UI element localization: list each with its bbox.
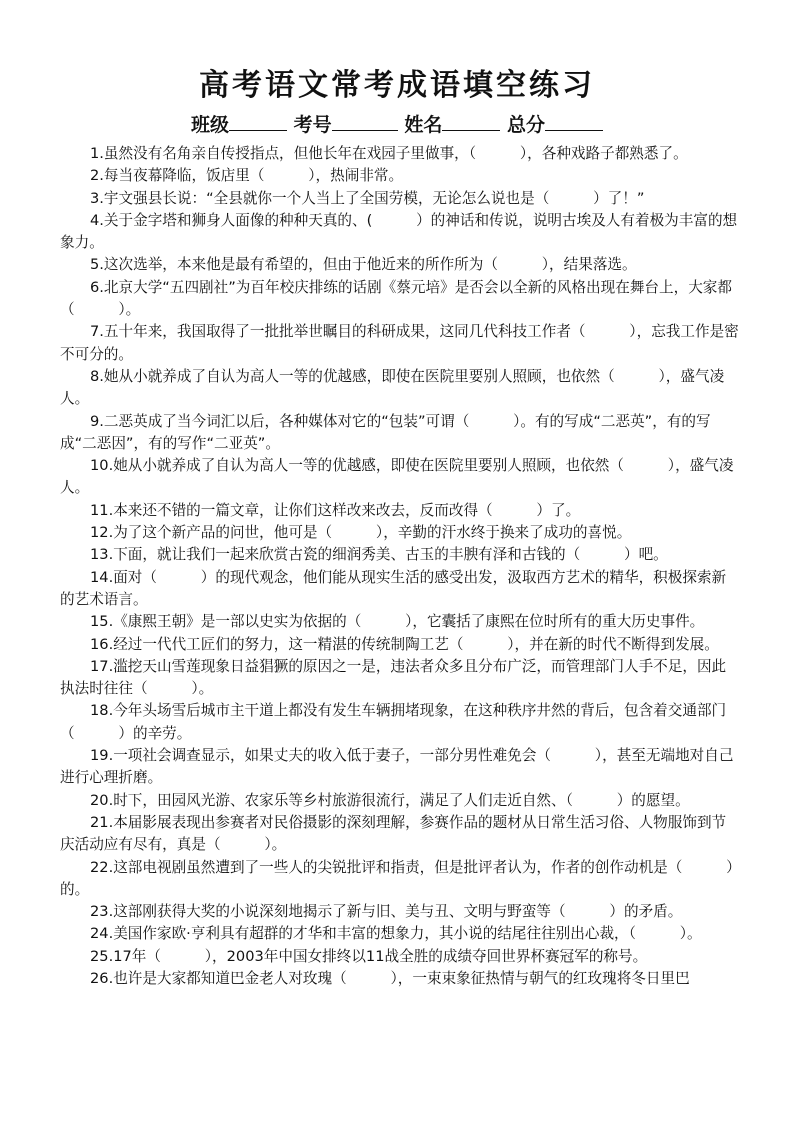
question-item: 4.关于金字塔和狮身人面像的种种天真的、( ）的神话和传说，说明古埃及人有着极为丰富的想象力。 — [60, 211, 738, 252]
name-blank[interactable] — [442, 112, 500, 131]
number-label: 考号 — [293, 114, 332, 136]
question-item: 8.她从小就养成了自认为高人一等的优越感，即使在医院里要别人照顾，也依然（ ），盛气凌人。 — [60, 367, 725, 408]
question-item: 19.一项社会调查显示，如果丈夫的收入低于妻子，一部分男性难免会（ ），甚至无端地对自己进行心理折磨。 — [60, 747, 734, 787]
question-item: 1.虽然没有名角亲自传授指点，但他长年在戏园子里做事，（ ），各种戏路子都熟悉了。 — [90, 145, 688, 162]
question-item: 25.17年（ ），2003年中国女排终以11战全胜的成绩夺回世界杯赛冠军的称号。 — [90, 947, 648, 965]
question-item: 2.每当夜幕降临，饭店里（ ），热闹非常。 — [90, 167, 404, 185]
question-item: 10.她从小就养成了自认为高人一等的优越感，即使在医院里要别人照顾，也依然（ ），盛气凌人。 — [60, 457, 734, 497]
question-item: 3.宇文强县长说：“全县就你一个人当上了全国劳模，无论怎么说也是（ ）了！” — [90, 189, 645, 207]
question-item: 6.北京大学“五四剧社”为百年校庆排练的话剧《蔡元培》是否会以全新的风格出现在舞台上，大家都（ ）。 — [60, 278, 732, 319]
score-label: 总分 — [506, 114, 545, 136]
question-item: 18.今年头场雪后城市主干道上都没有发生车辆拥堵现象，在这种秩序井然的背后，包含着交通部门（ ）的辛劳。 — [60, 702, 727, 742]
name-label: 姓名 — [404, 114, 443, 136]
question-item: 12.为了这个新产品的问世，他可是（ ），辛勤的汗水终于换来了成功的喜悦。 — [90, 524, 632, 542]
question-item: 22.这部电视剧虽然遭到了一些人的尖锐批评和指责，但是批评者认为，作者的创作动机是（ ）的。 — [60, 858, 734, 898]
question-item: 5.这次选举，本来他是最有希望的，但由于他近来的所作所为（ ），结果落选。 — [90, 256, 637, 274]
class-blank[interactable] — [229, 112, 287, 131]
question-item: 13.下面，就让我们一起来欣赏古瓷的细润秀美、古玉的丰腴有泽和古钱的（ ）吧。 — [90, 546, 668, 564]
question-item: 23.这部刚获得大奖的小说深刻地揭示了新与旧、美与丑、文明与野蛮等（ ）的矛盾。 — [90, 903, 683, 921]
question-item: 24.美国作家欧·亨利具有超群的才华和丰富的想象力，其小说的结尾往往别出心裁，（ ）。 — [90, 925, 702, 943]
page-title: 高考语文常考成语填空练习 — [199, 68, 595, 103]
question-item: 15.《康熙王朝》是一部以史实为依据的（ ），它囊括了康熙在位时所有的重大历史事件。 — [90, 613, 705, 631]
question-item: 17.滥挖天山雪莲现象日益猖獗的原因之一是，违法者众多且分布广泛，而管理部门人手不足，因此执法时往往（ ）。 — [60, 657, 727, 698]
question-item: 26.也许是大家都知道巴金老人对玫瑰（ ），一束束象征热情与朝气的红玫瑰将冬日里巴 — [90, 969, 690, 987]
question-item: 14.面对（ ）的现代观念，他们能从现实生活的感受出发，汲取西方艺术的精华，积极探索新的艺术语言。 — [60, 568, 727, 608]
question-item: 20.时下，田园风光游、农家乐等乡村旅游很流行，满足了人们走近自然、（ ）的愿望。 — [90, 791, 690, 809]
student-info-line — [0, 110, 794, 137]
question-item: 16.经过一代代工匠们的努力，这一精湛的传统制陶工艺（ ），并在新的时代不断得到发展。 — [90, 635, 719, 653]
number-blank[interactable] — [332, 112, 398, 131]
question-item: 11.本来还不错的一篇文章，让你们这样改来改去，反而改得（ ）了。 — [90, 501, 581, 519]
question-item: 21.本届影展表现出参赛者对民俗摄影的深刻理解，参赛作品的题材从日常生活习俗、人物服饰到节庆活动应有尽有，真是（ ）。 — [60, 813, 727, 854]
score-blank[interactable] — [545, 112, 603, 131]
question-item: 9.二恶英成了当今词汇以后，各种媒体对它的“包装”可谓（ ）。有的写成“二恶英”，有的写成“二恶因”，有的写作“二亚英”。 — [60, 412, 711, 452]
class-label: 班级 — [191, 114, 230, 136]
question-item: 7.五十年来，我国取得了一批批举世瞩目的科研成果，这同几代科技工作者（ ），忘我工作是密不可分的。 — [60, 323, 739, 363]
question-list — [60, 143, 740, 990]
